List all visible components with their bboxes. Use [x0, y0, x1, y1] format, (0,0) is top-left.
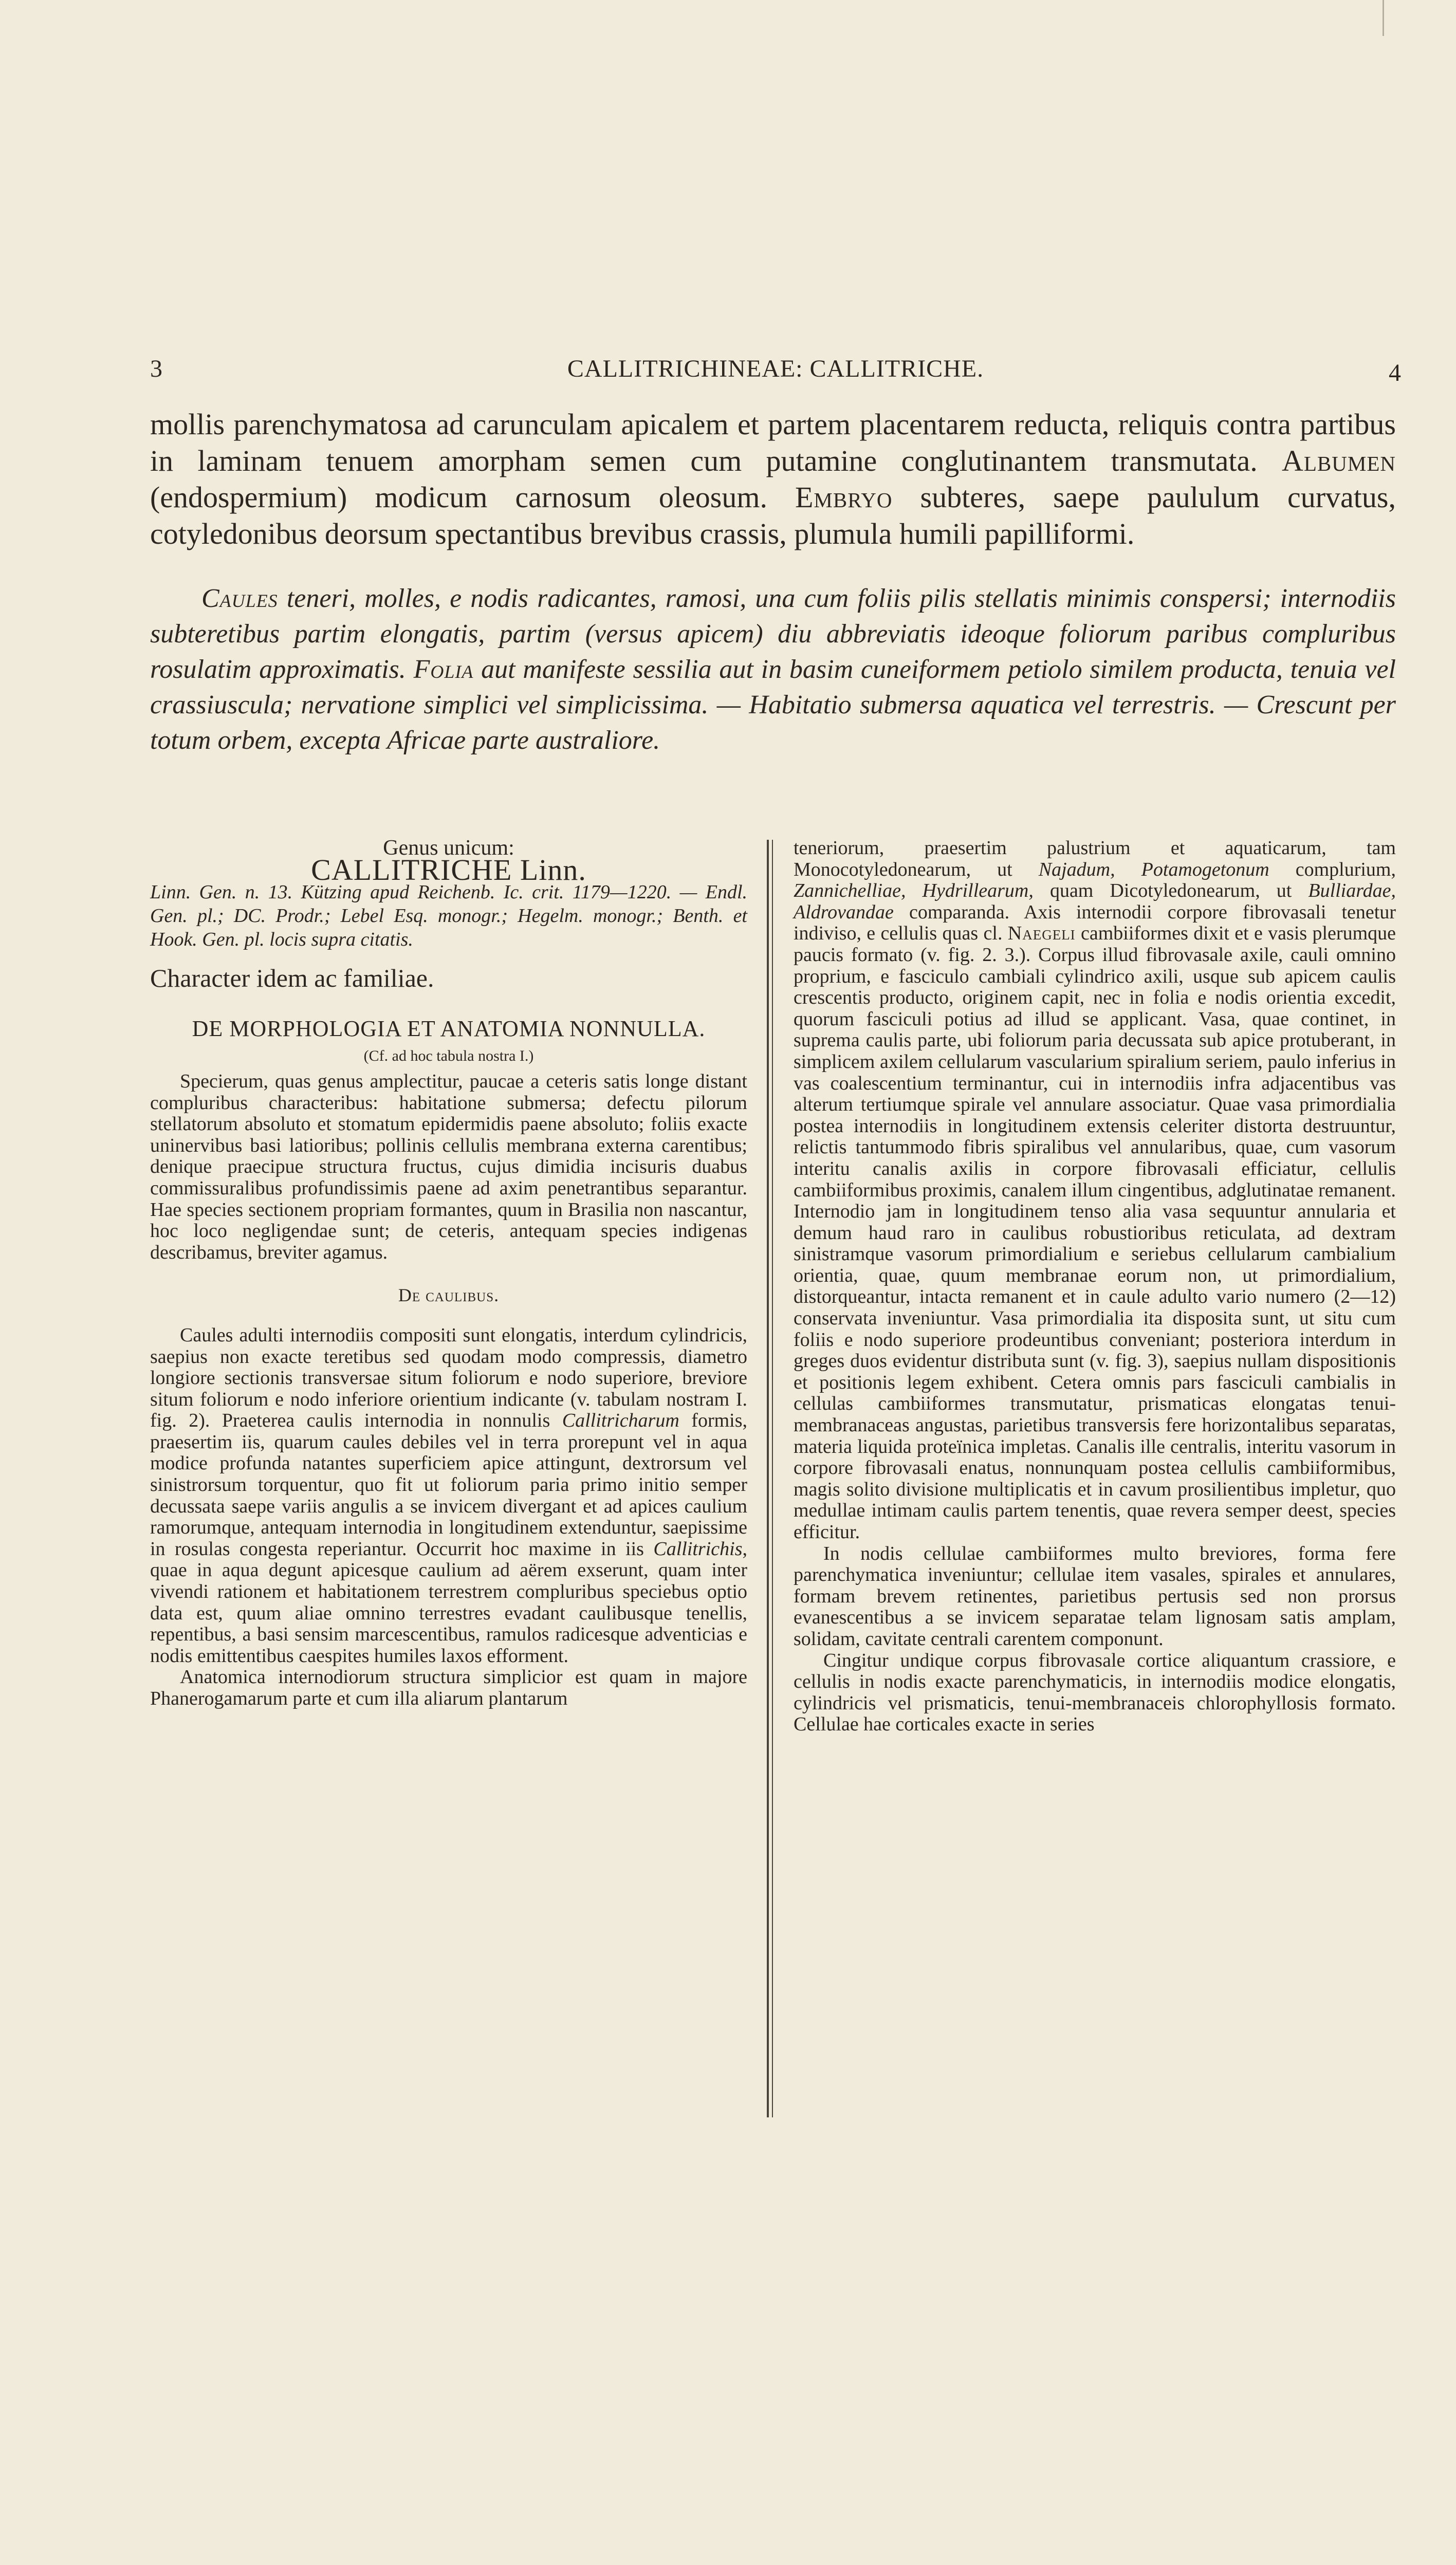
scan-edge-mark [1383, 0, 1384, 36]
running-title: CALLITRICHINEAE: CALLITRICHE. [567, 355, 984, 382]
naegeli-name: Naegeli [1007, 922, 1076, 945]
left-paragraph-1: Specierum, quas genus amplectitur, paucae a ceteris satis longe distant compluribus characteribus: habitatione submersa; defectu pilorum stellatorum absoluto et stomatum epidermidis paene absoluto; foliis exacte uninervibus basi latioribus; pollinis cellulis membrana externa carentibus; denique praecipue structura fructus, cujus dimidia incisuris duabus commissuralibus profundissimis paene ad axim penetrantibus separantur. Hae species sectionem propriam formantes, quum in Brasilia non nascantur, hoc loco negligendae sunt; de ceteris, antequam species indigenas describamus, breviter agamus. [150, 1070, 747, 1263]
albumen-term: Albumen [1282, 444, 1396, 477]
page-number-right: 4 [1389, 359, 1401, 386]
diagnosis-paragraph [150, 581, 1396, 758]
character-statement: Character idem ac familiae. [150, 964, 434, 993]
r1-italic-1: Najadum, Potamogetonum [1038, 858, 1269, 880]
intro-text-2: (endospermium) modicum carnosum oleosum. [150, 481, 795, 514]
r1-text-b: complurium, [1269, 858, 1396, 880]
r1-text-e: cambiiformes dixit et e vasis plerumque paucis formato (v. fig. 2. 3.). Corpus illud fibrovasale axile, cauli omnino proprium, e fasciculo cambiali cylindrico axili, usque sub apicem caulis crescentis producto, originem capit, nec in folia e nodis orientia excedit, quorum fasciculi potius ad illud se applicant. Vasa, quae continet, in suprema caulis parte, ubi foliorum paria decussata sub apice protuberant, in simplicem axilem cellularum vascularium spiralium seriem, paulo inferius in vas coalescentium terminantur, cui in internodiis infra adjacentibus vas alterum tertiumque spirale vel annulare associatur. Quae vasa primordialia postea internodiis in longitudinem extensis celeriter distorta destruuntur, relictis tantummodo fibris spiralibus vel annularibus, quae, cum vasorum interitu canalis axilis in corpore fibrovasali efficiatur, cellulis cambiiformibus proximis, canalem illum cingentibus, adglutinatae remanent. Internodio jam in longitudinem tenso alia vasa sequuntur annularia et demum haud raro in caulibus robustioribus reticulata, ad dextram sinistramque vasorum primordialium e seriebus cellularum cambialium orientia, quae, quum membranae eorum non, ut primordialium, distorqueantur, intacta remanent et in caule adulto vario numero (2—12) conservata inveniuntur. Vasa primordialia ita disposita sunt, ut situ cum foliis e nodo superiore prodeuntibus conveniant; posteriora interdum in greges duos evidentur distributa sunt (v. fig. 3), saepius nullam dispositionis et positionis legem exhibent. Cetera omnis pars fasciculi cambialis in cellulas cambiiformes transmutatur, prismaticas elongatas tenui-membranaceas angustas, parietibus transversis fere horizontalibus separatas, materia liquida proteïnica impletas. Canalis ille centralis, interitu vasorum in corpore fibrovasali enatus, nonnunquam postea cellulis cambiiformibus, magis solito divisione multiplicatis et in cavum prosilientibus impletur, quo medullae intimam caulis partem tenentis, quae revera semper deest, species efficitur. [794, 922, 1396, 1543]
p2-text-a: Caules adulti internodiis compositi sunt elongatis, interdum cylindricis, saepius non exacte teretibus sed quodam modo compressis, diametro longiore sectionis transversae situm foliorum e nodo superiore, breviore situm foliorum e nodo inferiore orientium indicante (v. tabulam nostram I. fig. 2). Praeterea caulis internodia in nonnulis [150, 1324, 747, 1432]
p2-text-c: , quae in aqua degunt apicesque caulium ad aërem exserunt, quam inter vivendi rationem et habitationem terrestrem compluribus speciebus optio data est, quum aliae omnino terrestres evadant caulibusque tenellis, repentibus, a basi sensim marcescentibus, ramulos radicesque adventicias e nodis emittentibus caespites humiles laxos efforment. [150, 1538, 747, 1667]
r1-text-c: quam Dicotyledonearum, ut [1033, 880, 1308, 902]
genus-citation: Linn. Gen. n. 13. Kützing apud Reichenb. Ic. crit. 1179—1220. — Endl. Gen. pl.; DC. Prodr.; Lebel Esq. monogr.; Hegelm. monogr.; Benth. et Hook. Gen. pl. locis supra citatis. [150, 881, 747, 951]
right-paragraph-1 [794, 838, 1396, 1543]
diagnosis-text-2: aut manifeste sessilia aut in basim cuneiformem petiolo similem producta, tenuia vel crassiuscula; nervatione simplici vel simplicissima. — Habitatio submersa aquatica vel terrestris. — Crescunt per totum orbem, excepta Africae parte australiore. [150, 655, 1396, 755]
p2-text-b: formis, praesertim iis, quarum caules debiles vel in terra prorepunt vel in aqua modice profunda natantes superficiem apice attingunt, dextrorsum vel sinistrorsum torquentur, quo fit ut foliorum paria primo initio semper decussata saepe variis angulis a se invicem divergant et ad apices caulium ramorumque, antequam internodia in longitudinem extenduntur, saepissime in rosulas congesta reperiantur. Occurrit hoc maxime in iis [150, 1410, 747, 1560]
caules-term: Caules [201, 584, 278, 613]
embryo-term: Embryo [795, 481, 893, 514]
p2-italic-2: Callitrichis [653, 1538, 743, 1560]
intro-text-1: mollis parenchymatosa ad carunculam apicalem et partem placentarem reducta, reliquis contra partibus in laminam tenuem amorpham semen cum putamine conglutinantem transmutata. [150, 408, 1396, 477]
genus-title: CALLITRICHE Linn. [311, 853, 586, 887]
left-paragraph-3: Anatomica internodiorum structura simplicior est quam in majore Phanerogamarum parte et cum illa aliarum plantarum [150, 1666, 747, 1709]
r1-text-d: comparanda. Axis internodii corpore fibrovasali tenetur indiviso, e cellulis quas cl. [794, 901, 1396, 945]
intro-paragraph [150, 406, 1396, 552]
r1-italic-3: Bulliardae, Aldrovandae [794, 880, 1396, 923]
r1-italic-2: Zannichelliae, Hydrillearum, [794, 880, 1034, 902]
page-number-left: 3 [150, 355, 162, 382]
diagnosis-text-1: teneri, molles, e nodis radicantes, ramosi, una cum foliis pilis stellatis minimis conspersi; internodiis subteretibus partim elongatis, partim (versus apicem) diu abbreviatis ideoque foliorum paribus compluribus rosulatim approximatis. [150, 584, 1396, 684]
running-header [150, 355, 1401, 391]
plate-reference: (Cf. ad hoc tabula nostra I.) [363, 1047, 534, 1065]
de-caulibus-heading: De caulibus. [398, 1285, 500, 1306]
right-paragraph-3: Cingitur undique corpus fibrovasale cortice aliquantum crassiore, e cellulis in nodis exacte parenchymaticis, in internodiis modice elongatis, cylindricis vel prismaticis, tenui-membranaceis chlorophyllosis formato. Cellulae hae corticales exacte in series [794, 1649, 1396, 1736]
r1-text-a: teneriorum, praesertim palustrium et aquaticarum, tam Monocotyledonearum, ut [794, 837, 1396, 880]
right-paragraph-2: In nodis cellulae cambiiformes multo breviores, forma fere parenchymatica inveniuntur; cellulae item vasales, spirales et annulares, formam brevem retinentes, parietibus pertusis sed non prorsus evanescentibus a se invicem separatae telam lignosam satis amplam, solidam, cavitate centrali carentem componunt. [794, 1542, 1396, 1650]
p2-italic-1: Callitricharum [562, 1410, 679, 1432]
folia-term: Folia [413, 655, 474, 684]
intro-text-3: subteres, saepe paululum curvatus, cotyledonibus deorsum spectantibus brevibus crassis, plumula humili papilliformi. [150, 481, 1396, 550]
right-column [794, 838, 1396, 1736]
left-paragraph-2 [150, 1325, 747, 1667]
column-divider [767, 840, 769, 2117]
genus-unicum-label: Genus unicum: [383, 836, 514, 860]
column-divider-thin [772, 840, 773, 2117]
morphology-heading: DE MORPHOLOGIA ET ANATOMIA NONNULLA. [192, 1016, 706, 1041]
left-column [150, 838, 747, 1710]
